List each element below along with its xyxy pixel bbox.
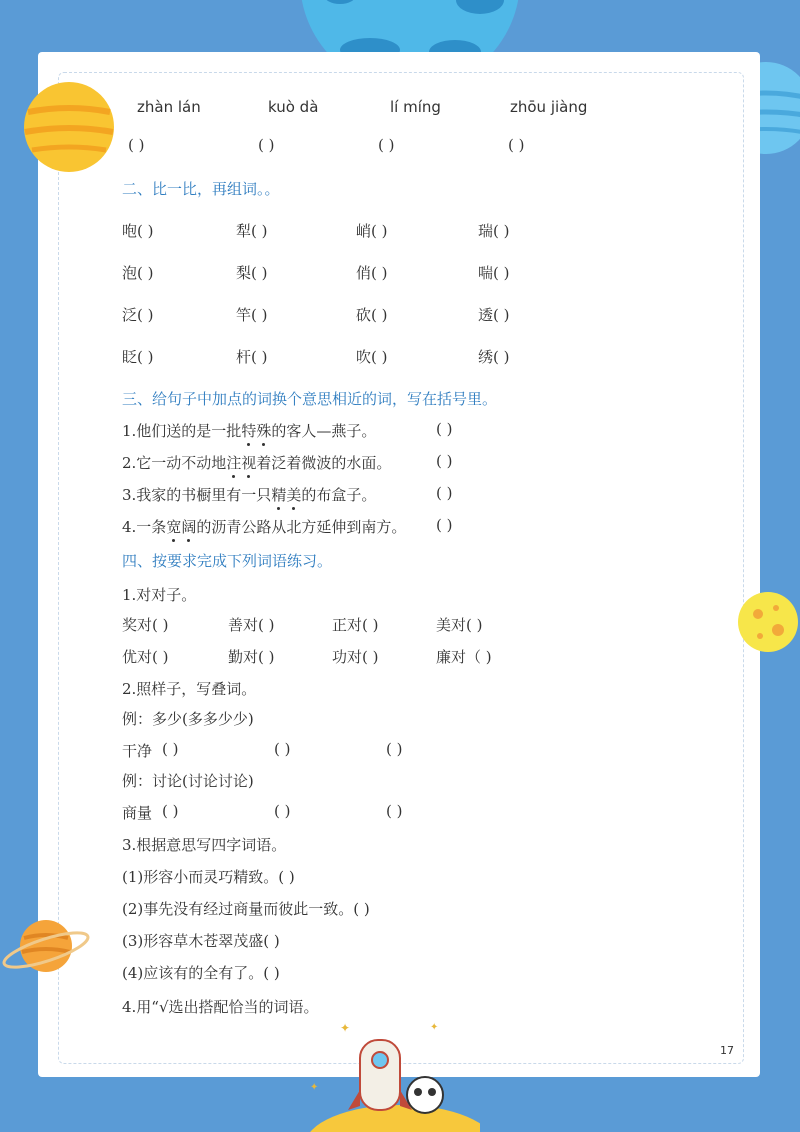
answer-bracket-4[interactable]: ( ) [508,136,525,154]
meaning-item[interactable]: (1)形容小而灵巧精致。( ) [122,868,295,886]
pinyin-1: zhàn lán [137,98,201,116]
compare-cell[interactable]: 峭( ) [356,222,388,240]
compare-cell[interactable]: 眨( ) [122,348,154,366]
answer-bracket[interactable]: ( ) [274,802,291,820]
compare-cell[interactable]: 杆( ) [236,348,268,366]
dotted-char: 特 [241,422,257,440]
orange-planet-icon [22,80,116,174]
rocket-and-panda-illustration [300,1010,480,1132]
compare-cell[interactable]: 咆( ) [122,222,154,240]
pair-cell[interactable]: 正对( ) [332,616,379,634]
section-4-heading: 四、按要求完成下列词语练习。 [122,552,333,570]
sentence-4: 4.一条宽阔的沥青公路从北方延伸到南方。 [122,518,407,536]
dotted-char: 视 [241,454,257,472]
answer-bracket[interactable]: ( ) [436,516,453,534]
dotted-char: 阔 [181,518,197,536]
compare-cell[interactable]: 透( ) [478,306,510,324]
dotted-char: 注 [226,454,242,472]
meaning-item[interactable]: (2)事先没有经过商量而彼此一致。( ) [122,900,370,918]
pair-cell[interactable]: 奖对( ) [122,616,169,634]
compare-cell[interactable]: 犁( ) [236,222,268,240]
compare-cell[interactable]: 砍( ) [356,306,388,324]
pair-cell[interactable]: 勤对( ) [228,648,275,666]
compare-cell[interactable]: 喘( ) [478,264,510,282]
reduplication-word: 商量 [122,804,153,822]
pair-cell[interactable]: 善对( ) [228,616,275,634]
compare-cell[interactable]: 绣( ) [478,348,510,366]
meaning-item[interactable]: (4)应该有的全有了。( ) [122,964,280,982]
ringed-planet-icon [0,908,90,988]
dotted-char: 美 [286,486,302,504]
yellow-spotted-moon-icon [736,590,800,654]
pinyin-2: kuò dà [268,98,319,116]
pair-cell[interactable]: 优对( ) [122,648,169,666]
example-1: 例：多少(多多少少) [122,710,254,728]
pair-cell[interactable]: 廉对（ ) [436,648,492,666]
part-4-title: 4.用“√选出搭配恰当的词语。 [122,998,319,1016]
answer-bracket-2[interactable]: ( ) [258,136,275,154]
compare-cell[interactable]: 瑞( ) [478,222,510,240]
answer-bracket[interactable]: ( ) [436,420,453,438]
answer-bracket[interactable]: ( ) [162,740,179,758]
example-2: 例：讨论(讨论讨论) [122,772,254,790]
answer-bracket[interactable]: ( ) [386,802,403,820]
svg-text:✦: ✦ [310,1082,319,1093]
answer-bracket-3[interactable]: ( ) [378,136,395,154]
dotted-char: 精 [271,486,287,504]
answer-bracket[interactable]: ( ) [436,452,453,470]
reduplication-word: 干净 [122,742,153,760]
compare-cell[interactable]: 泛( ) [122,306,154,324]
pinyin-3: lí míng [390,98,441,116]
compare-cell[interactable]: 梨( ) [236,264,268,282]
section-3-heading: 三、给句子中加点的词换个意思相近的词，写在括号里。 [122,390,498,408]
answer-bracket[interactable]: ( ) [386,740,403,758]
compare-cell[interactable]: 竿( ) [236,306,268,324]
pinyin-4: zhōu jiàng [510,98,588,116]
sentence-2: 2.它一动不动地注视着泛着微波的水面。 [122,454,392,472]
compare-cell[interactable]: 泡( ) [122,264,154,282]
dotted-char: 殊 [256,422,272,440]
compare-cell[interactable]: 俏( ) [356,264,388,282]
sentence-3: 3.我家的书橱里有一只精美的布盒子。 [122,486,377,504]
compare-cell[interactable]: 吹( ) [356,348,388,366]
pair-cell[interactable]: 美对( ) [436,616,483,634]
meaning-item[interactable]: (3)形容草木苍翠茂盛( ) [122,932,280,950]
page-number: 17 [720,1044,734,1057]
answer-bracket-1[interactable]: ( ) [128,136,145,154]
answer-bracket[interactable]: ( ) [274,740,291,758]
pair-cell[interactable]: 功对( ) [332,648,379,666]
section-2-heading: 二、比一比，再组词。。 [122,180,280,198]
answer-bracket[interactable]: ( ) [436,484,453,502]
part-2-title: 2.照样子，写叠词。 [122,680,257,698]
answer-bracket[interactable]: ( ) [162,802,179,820]
part-3-title: 3.根据意思写四字词语。 [122,836,287,854]
part-1-title: 1.对对子。 [122,586,197,604]
dotted-char: 宽 [166,518,182,536]
sentence-1: 1.他们送的是一批特殊的客人—燕子。 [122,422,377,440]
svg-text:✦: ✦ [430,1022,439,1033]
svg-text:✦: ✦ [340,1021,351,1035]
